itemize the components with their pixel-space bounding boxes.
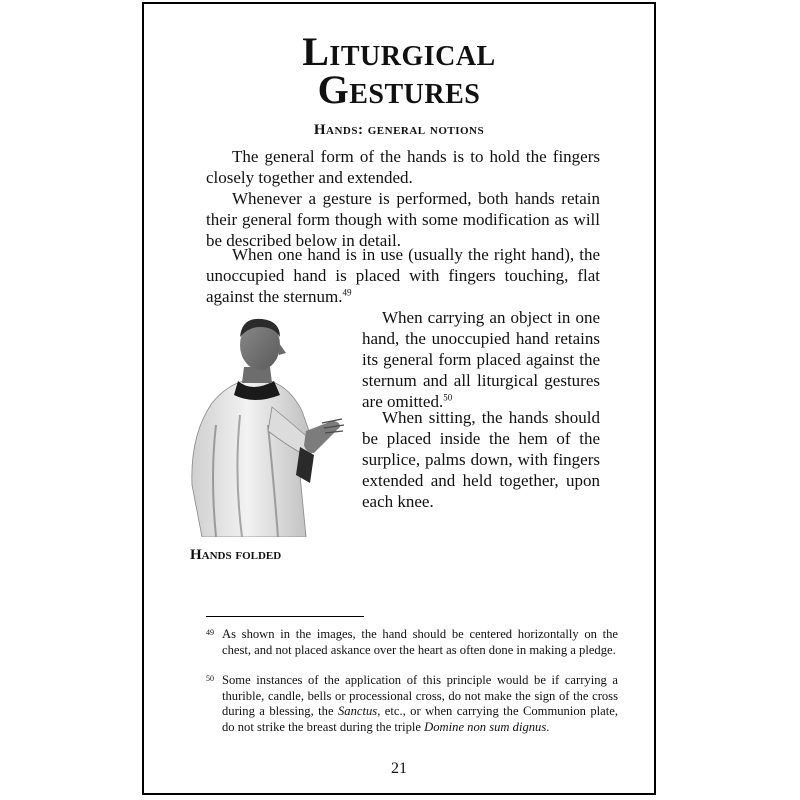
footnote-50 [206, 673, 618, 735]
footnote-number: 49 [206, 628, 214, 637]
paragraph-carrying-object [362, 307, 600, 412]
footnote-divider [206, 616, 364, 617]
paragraph-when-sitting: When sitting, the hands should be placed inside the hem of the surplice, palms down, with fingers extended and held together, upon each knee. [362, 408, 600, 511]
footnote-49 [206, 627, 618, 658]
footnote-text: Some instances of the application of this principle would be if carrying a thurible, candle, bells or processional cross, do not make the sign of the cross during a blessing, the [222, 673, 618, 718]
hands-folded-photo [182, 315, 352, 537]
book-page [142, 2, 656, 795]
paragraph-text: When carrying an object in one hand, the unoccupied hand retains its general form placed against the sternum and all liturgical gestures are omitted. [362, 308, 600, 411]
footnote-ref: 49 [342, 287, 352, 298]
page-title-line-2: Gestures [317, 67, 481, 112]
footnote-text: As shown in the images, the hand should be centered horizontally on the chest, and not placed askance over the heart as often done in making a pledge. [222, 627, 618, 657]
paragraph-text: When one hand is in use (usually the right hand), the unoccupied hand is placed with fingers touching, flat against the sternum. [206, 245, 600, 306]
footnote-italic-term: Sanctus [338, 704, 378, 718]
footnote-text: . [546, 719, 550, 734]
figure-caption: Hands folded [190, 547, 282, 563]
footnote-italic-term: Domine non sum dignus [424, 719, 547, 734]
footnote-ref: 50 [443, 392, 453, 403]
page-title-line-1: Liturgical [302, 29, 496, 74]
paragraph-gesture-performed: Whenever a gesture is performed, both hands retain their general form though with some modification as will be described below in detail. [206, 189, 600, 250]
footnote-number: 50 [206, 674, 214, 683]
footnote-text: , etc., or when carrying the Communion plate, do not strike the breast during the triple [222, 704, 618, 734]
paragraph-one-hand-in-use [206, 244, 600, 307]
paragraph-general-form: The general form of the hands is to hold the fingers closely together and extended. [206, 147, 600, 187]
section-heading: Hands: general notions [313, 122, 485, 138]
page-number: 21 [391, 760, 407, 777]
